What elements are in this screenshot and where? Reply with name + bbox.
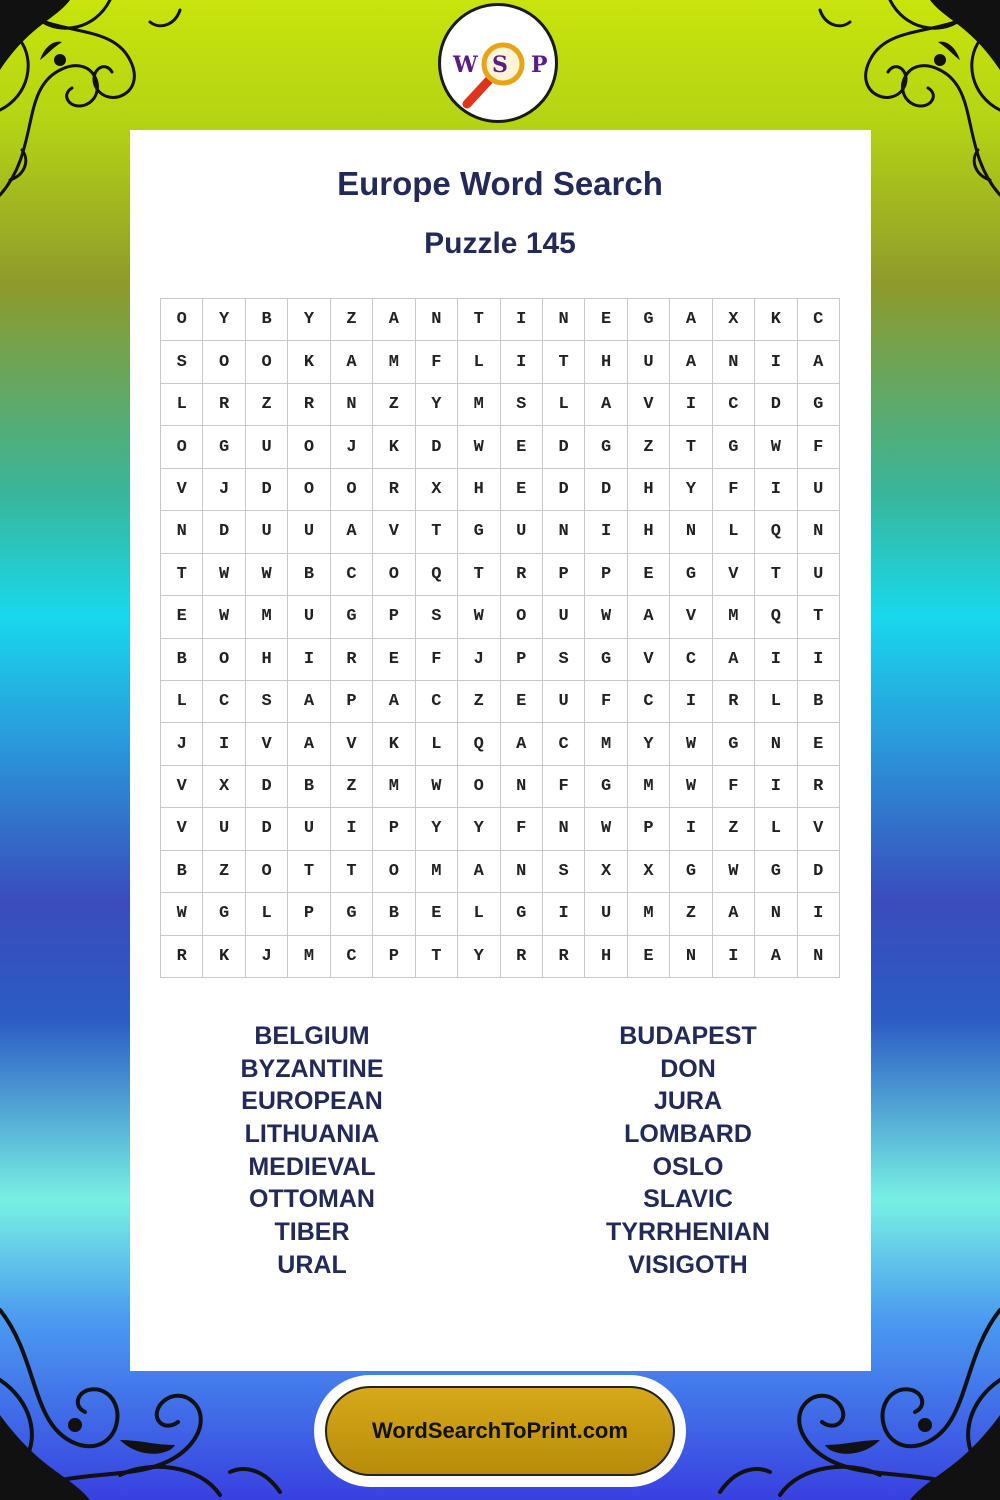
grid-cell[interactable]: E [628,936,670,978]
word-list-item: JURA [653,1087,723,1116]
grid-cell[interactable]: A [373,299,415,341]
grid-cell[interactable]: V [331,723,373,765]
grid-cell[interactable]: N [798,511,840,553]
grid-cell[interactable]: L [755,681,797,723]
grid-cell[interactable]: N [755,723,797,765]
grid-cell[interactable]: F [543,766,585,808]
grid-cell[interactable]: O [331,469,373,511]
grid-cell[interactable]: E [501,426,543,468]
grid-cell[interactable]: W [755,426,797,468]
grid-cell[interactable]: R [798,766,840,808]
grid-cell[interactable]: I [585,511,627,553]
grid-cell[interactable]: D [246,808,288,850]
grid-cell[interactable]: L [755,808,797,850]
grid-cell[interactable]: W [585,596,627,638]
grid-cell[interactable]: N [501,766,543,808]
grid-cell[interactable]: D [416,426,458,468]
grid-cell[interactable]: N [501,851,543,893]
grid-cell[interactable]: A [713,639,755,681]
grid-cell[interactable]: V [670,596,712,638]
grid-cell[interactable]: W [203,554,245,596]
grid-cell[interactable]: G [331,893,373,935]
grid-cell[interactable]: D [585,469,627,511]
grid-cell[interactable]: M [373,341,415,383]
grid-cell[interactable]: L [246,893,288,935]
grid-cell[interactable]: T [458,299,500,341]
word-list-item: BYZANTINE [240,1054,384,1083]
grid-cell[interactable]: Q [755,511,797,553]
grid-cell[interactable]: R [501,554,543,596]
grid-cell[interactable]: K [373,723,415,765]
grid-cell[interactable]: T [416,511,458,553]
grid-cell[interactable]: W [416,766,458,808]
grid-cell[interactable]: P [543,554,585,596]
grid-cell[interactable]: P [373,596,415,638]
grid-cell[interactable]: M [416,851,458,893]
grid-cell[interactable]: J [458,639,500,681]
grid-cell[interactable]: I [543,893,585,935]
logo-letter-s: S [492,52,508,78]
grid-cell[interactable]: P [373,808,415,850]
grid-cell[interactable]: T [331,851,373,893]
grid-cell[interactable]: R [543,936,585,978]
grid-cell[interactable]: A [331,511,373,553]
grid-cell[interactable]: U [288,511,330,553]
grid-cell[interactable]: F [713,469,755,511]
word-list-item: LITHUANIA [244,1120,380,1149]
grid-cell[interactable]: S [543,639,585,681]
grid-cell[interactable]: Z [670,893,712,935]
grid-cell[interactable]: D [246,469,288,511]
grid-cell[interactable]: P [585,554,627,596]
grid-cell[interactable]: U [288,808,330,850]
grid-cell[interactable]: C [628,681,670,723]
grid-cell[interactable]: T [416,936,458,978]
word-list-item: EUROPEAN [241,1087,383,1116]
page-title: Europe Word Search [337,165,663,202]
grid-cell[interactable]: L [161,681,203,723]
grid-cell[interactable]: H [246,639,288,681]
grid-cell[interactable]: Z [331,299,373,341]
grid-cell[interactable]: K [373,426,415,468]
grid-cell[interactable]: K [755,299,797,341]
grid-cell[interactable]: V [161,469,203,511]
grid-cell[interactable]: D [543,469,585,511]
word-list-item: MEDIEVAL [248,1152,376,1181]
grid-cell[interactable]: T [161,554,203,596]
grid-cell[interactable]: U [288,596,330,638]
grid-cell[interactable]: C [331,936,373,978]
grid-cell[interactable]: C [713,384,755,426]
grid-cell[interactable]: W [670,723,712,765]
grid-cell[interactable]: N [670,511,712,553]
grid-cell[interactable]: F [713,766,755,808]
grid-cell[interactable]: D [755,384,797,426]
grid-cell[interactable]: B [288,766,330,808]
grid-cell[interactable]: E [373,639,415,681]
word-list-right [538,1020,838,1282]
grid-cell[interactable]: X [713,299,755,341]
grid-cell[interactable]: A [585,384,627,426]
grid-cell[interactable]: O [288,469,330,511]
grid-cell[interactable]: C [543,723,585,765]
grid-cell[interactable]: O [161,299,203,341]
grid-cell[interactable]: G [628,299,670,341]
grid-cell[interactable]: X [203,766,245,808]
grid-cell[interactable]: G [331,596,373,638]
puzzle-number: Puzzle 145 [424,227,576,260]
grid-cell[interactable]: H [585,936,627,978]
grid-cell[interactable]: U [543,596,585,638]
grid-cell[interactable]: H [458,469,500,511]
grid-cell[interactable]: G [585,426,627,468]
grid-cell[interactable]: I [501,299,543,341]
grid-cell[interactable]: T [543,341,585,383]
grid-cell[interactable]: Q [416,554,458,596]
letter-grid[interactable] [160,298,840,978]
grid-cell[interactable]: N [543,808,585,850]
grid-cell[interactable]: D [246,766,288,808]
word-list-item: BUDAPEST [619,1022,757,1050]
grid-cell[interactable]: A [331,341,373,383]
grid-cell[interactable]: O [246,341,288,383]
grid-cell[interactable]: V [246,723,288,765]
grid-cell[interactable]: F [416,341,458,383]
grid-cell[interactable]: J [161,723,203,765]
grid-cell[interactable]: W [203,596,245,638]
grid-cell[interactable]: G [203,893,245,935]
word-list-item: TIBER [274,1218,350,1247]
grid-cell[interactable]: G [798,384,840,426]
grid-cell[interactable]: I [203,723,245,765]
grid-cell[interactable]: O [161,426,203,468]
grid-cell[interactable]: I [288,639,330,681]
grid-cell[interactable]: Y [458,936,500,978]
grid-cell[interactable]: A [713,893,755,935]
grid-cell[interactable]: C [670,639,712,681]
grid-cell[interactable]: W [585,808,627,850]
grid-cell[interactable]: S [161,341,203,383]
grid-cell[interactable]: V [628,384,670,426]
grid-cell[interactable]: T [288,851,330,893]
grid-cell[interactable]: O [288,426,330,468]
grid-cell[interactable]: Y [416,384,458,426]
grid-cell[interactable]: C [798,299,840,341]
grid-cell[interactable]: T [458,554,500,596]
word-list-item: TYRRHENIAN [606,1218,770,1247]
grid-cell[interactable]: W [161,893,203,935]
grid-cell[interactable]: G [713,723,755,765]
grid-cell[interactable]: O [373,851,415,893]
grid-cell[interactable]: G [713,426,755,468]
wsp-logo[interactable] [438,3,558,123]
grid-cell[interactable]: L [458,341,500,383]
grid-cell[interactable]: K [203,936,245,978]
grid-cell[interactable]: N [798,936,840,978]
grid-cell[interactable]: U [543,681,585,723]
grid-cell[interactable]: Q [755,596,797,638]
grid-cell[interactable]: W [670,766,712,808]
grid-cell[interactable]: N [713,341,755,383]
grid-cell[interactable]: O [246,851,288,893]
grid-cell[interactable]: Z [246,384,288,426]
grid-cell[interactable]: F [585,681,627,723]
grid-cell[interactable]: V [798,808,840,850]
grid-cell[interactable]: R [373,469,415,511]
grid-cell[interactable]: M [246,596,288,638]
grid-cell[interactable]: I [713,936,755,978]
grid-cell[interactable]: U [501,511,543,553]
word-list-item: SLAVIC [643,1185,733,1214]
grid-cell[interactable]: P [373,936,415,978]
grid-cell[interactable]: Y [416,808,458,850]
grid-cell[interactable]: I [755,469,797,511]
grid-cell[interactable]: T [798,596,840,638]
grid-cell[interactable]: E [628,554,670,596]
grid-cell[interactable]: L [713,511,755,553]
grid-cell[interactable]: F [501,808,543,850]
grid-cell[interactable]: H [628,511,670,553]
grid-cell[interactable]: I [331,808,373,850]
word-list-item: OSLO [652,1152,724,1181]
grid-cell[interactable]: Z [331,766,373,808]
grid-cell[interactable]: M [585,723,627,765]
grid-cell[interactable]: X [628,851,670,893]
grid-cell[interactable]: S [246,681,288,723]
grid-cell[interactable]: L [543,384,585,426]
grid-cell[interactable]: B [288,554,330,596]
grid-cell[interactable]: E [798,723,840,765]
grid-cell[interactable]: X [585,851,627,893]
grid-cell[interactable]: O [501,596,543,638]
word-list-item: OTTOMAN [249,1185,375,1214]
grid-cell[interactable]: X [416,469,458,511]
grid-cell[interactable]: M [628,893,670,935]
grid-cell[interactable]: Z [628,426,670,468]
grid-cell[interactable]: W [458,426,500,468]
website-link[interactable]: WordSearchToPrint.com [325,1386,675,1476]
grid-cell[interactable]: I [755,766,797,808]
grid-cell[interactable]: T [670,426,712,468]
grid-cell[interactable]: B [246,299,288,341]
grid-cell[interactable]: M [288,936,330,978]
grid-cell[interactable]: N [416,299,458,341]
grid-cell[interactable]: G [458,511,500,553]
grid-cell[interactable]: I [670,808,712,850]
grid-cell[interactable]: A [670,299,712,341]
grid-cell[interactable]: Z [203,851,245,893]
grid-cell[interactable]: Z [373,384,415,426]
grid-cell[interactable]: S [416,596,458,638]
grid-cell[interactable]: W [458,596,500,638]
grid-cell[interactable]: K [288,341,330,383]
grid-cell[interactable]: B [373,893,415,935]
grid-cell[interactable]: B [161,639,203,681]
word-list-item: VISIGOTH [628,1250,748,1279]
grid-cell[interactable]: U [798,469,840,511]
grid-cell[interactable]: C [331,554,373,596]
word-list-item: LOMBARD [624,1120,752,1149]
grid-cell[interactable]: S [543,851,585,893]
grid-cell[interactable]: N [331,384,373,426]
grid-cell[interactable]: Y [670,469,712,511]
grid-cell[interactable]: Y [288,299,330,341]
grid-cell[interactable]: G [585,766,627,808]
grid-cell[interactable]: W [713,851,755,893]
grid-cell[interactable]: Y [203,299,245,341]
grid-cell[interactable]: U [246,511,288,553]
grid-cell[interactable]: H [628,469,670,511]
grid-cell[interactable]: F [416,639,458,681]
grid-cell[interactable]: M [628,766,670,808]
grid-cell[interactable]: R [161,936,203,978]
grid-cell[interactable]: E [416,893,458,935]
grid-cell[interactable]: U [628,341,670,383]
grid-cell[interactable]: Y [458,808,500,850]
grid-cell[interactable]: Q [458,723,500,765]
grid-cell[interactable]: V [628,639,670,681]
word-list-item: URAL [277,1250,347,1279]
grid-cell[interactable]: U [246,426,288,468]
grid-cell[interactable]: U [585,893,627,935]
grid-cell[interactable]: R [331,639,373,681]
grid-cell[interactable]: S [501,384,543,426]
grid-cell[interactable]: D [543,426,585,468]
grid-cell[interactable]: O [203,639,245,681]
grid-cell[interactable]: E [501,681,543,723]
grid-cell[interactable]: O [458,766,500,808]
grid-cell[interactable]: C [203,681,245,723]
grid-cell[interactable]: T [755,554,797,596]
word-list-item: DON [660,1054,716,1083]
grid-cell[interactable]: A [373,681,415,723]
grid-cell[interactable]: V [161,766,203,808]
grid-cell[interactable]: I [670,681,712,723]
grid-cell[interactable]: V [373,511,415,553]
word-list-item: BELGIUM [254,1022,370,1050]
grid-cell[interactable]: G [670,851,712,893]
word-list-left [162,1020,462,1282]
grid-cell[interactable]: G [755,851,797,893]
grid-cell[interactable]: A [288,681,330,723]
grid-cell[interactable]: A [458,851,500,893]
grid-cell[interactable]: A [288,723,330,765]
website-button[interactable] [314,1375,686,1487]
grid-cell[interactable]: H [585,341,627,383]
grid-cell[interactable]: M [373,766,415,808]
grid-cell[interactable]: U [203,808,245,850]
grid-cell[interactable]: Z [713,808,755,850]
grid-cell[interactable]: N [755,893,797,935]
grid-cell[interactable]: P [288,893,330,935]
grid-cell[interactable]: O [203,341,245,383]
grid-cell[interactable]: G [585,639,627,681]
grid-cell[interactable]: U [798,554,840,596]
grid-cell[interactable]: M [713,596,755,638]
grid-cell[interactable]: I [755,639,797,681]
grid-cell[interactable]: Z [458,681,500,723]
logo-letter-p: P [531,52,548,78]
grid-cell[interactable]: L [416,723,458,765]
grid-cell[interactable]: E [501,469,543,511]
grid-cell[interactable]: G [203,426,245,468]
grid-cell[interactable]: R [288,384,330,426]
grid-cell[interactable]: I [798,639,840,681]
grid-cell[interactable]: L [161,384,203,426]
grid-cell[interactable]: G [670,554,712,596]
grid-cell[interactable]: B [798,681,840,723]
grid-cell[interactable]: I [501,341,543,383]
grid-cell[interactable]: N [543,511,585,553]
grid-cell[interactable]: I [798,893,840,935]
grid-cell[interactable]: N [161,511,203,553]
grid-cell[interactable]: P [501,639,543,681]
grid-cell[interactable]: I [670,384,712,426]
grid-cell[interactable]: O [373,554,415,596]
grid-cell[interactable]: E [585,299,627,341]
grid-cell[interactable]: B [161,851,203,893]
grid-cell[interactable]: I [755,341,797,383]
grid-cell[interactable]: A [628,596,670,638]
grid-cell[interactable]: E [161,596,203,638]
grid-cell[interactable]: M [458,384,500,426]
grid-cell[interactable]: F [798,426,840,468]
grid-cell[interactable]: P [628,808,670,850]
grid-cell[interactable]: R [203,384,245,426]
grid-cell[interactable]: A [755,936,797,978]
grid-cell[interactable]: N [543,299,585,341]
grid-cell[interactable]: C [416,681,458,723]
grid-cell[interactable]: J [203,469,245,511]
grid-cell[interactable]: J [246,936,288,978]
grid-cell[interactable]: G [501,893,543,935]
grid-cell[interactable]: R [501,936,543,978]
grid-cell[interactable]: V [713,554,755,596]
grid-cell[interactable]: V [161,808,203,850]
grid-cell[interactable]: D [798,851,840,893]
grid-cell[interactable]: A [670,341,712,383]
grid-cell[interactable]: L [458,893,500,935]
grid-cell[interactable]: J [331,426,373,468]
grid-cell[interactable]: A [798,341,840,383]
grid-cell[interactable]: Y [628,723,670,765]
grid-cell[interactable]: W [246,554,288,596]
logo-letter-w: W [453,52,478,78]
grid-cell[interactable]: R [713,681,755,723]
grid-cell[interactable]: D [203,511,245,553]
grid-cell[interactable]: A [501,723,543,765]
grid-cell[interactable]: N [670,936,712,978]
grid-cell[interactable]: P [331,681,373,723]
